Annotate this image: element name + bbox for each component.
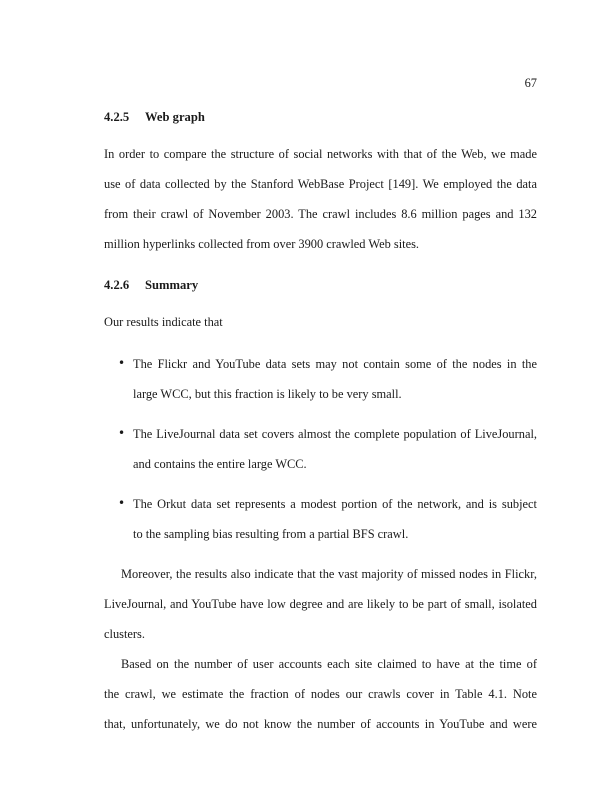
body-line: million hyperlinks collected from over 3900 crawled Web sites. [104, 237, 419, 251]
bullet-line: The Orkut data set represents a modest portion of the network, and is subject [133, 497, 537, 511]
section-heading-summary [104, 278, 198, 293]
bullet-line: The Flickr and YouTube data sets may not contain some of the nodes in the [133, 357, 537, 371]
body-line: that, unfortunately, we do not know the number of accounts in YouTube and were [104, 717, 537, 731]
bullet-icon: • [118, 496, 126, 510]
body-line: from their crawl of November 2003. The crawl includes 8.6 million pages and 132 [104, 207, 537, 221]
bullet-line: to the sampling bias resulting from a partial BFS crawl. [133, 527, 409, 541]
body-line: use of data collected by the Stanford WebBase Project [149]. We employed the data [104, 177, 537, 191]
bullet-icon: • [118, 426, 126, 440]
section-title: Web graph [145, 110, 205, 124]
body-line: Moreover, the results also indicate that the vast majority of missed nodes in Flickr, [121, 567, 537, 581]
section-heading-web-graph [104, 110, 205, 125]
summary-intro: Our results indicate that [104, 315, 223, 329]
body-line: In order to compare the structure of social networks with that of the Web, we made [104, 147, 537, 161]
bullet-line: and contains the entire large WCC. [133, 457, 307, 471]
body-line: LiveJournal, and YouTube have low degree and are likely to be part of small, isolated [104, 597, 537, 611]
page-number: 67 [524, 76, 537, 90]
section-number: 4.2.5 [104, 110, 130, 124]
bullet-line: large WCC, but this fraction is likely to be very small. [133, 387, 402, 401]
body-line: clusters. [104, 627, 145, 641]
body-line: Based on the number of user accounts each site claimed to have at the time of [121, 657, 537, 671]
section-title: Summary [145, 278, 199, 292]
body-line: the crawl, we estimate the fraction of nodes our crawls cover in Table 4.1. Note [104, 687, 537, 701]
section-number: 4.2.6 [104, 278, 130, 292]
bullet-icon: • [118, 356, 126, 370]
bullet-line: The LiveJournal data set covers almost the complete population of LiveJournal, [133, 427, 537, 441]
